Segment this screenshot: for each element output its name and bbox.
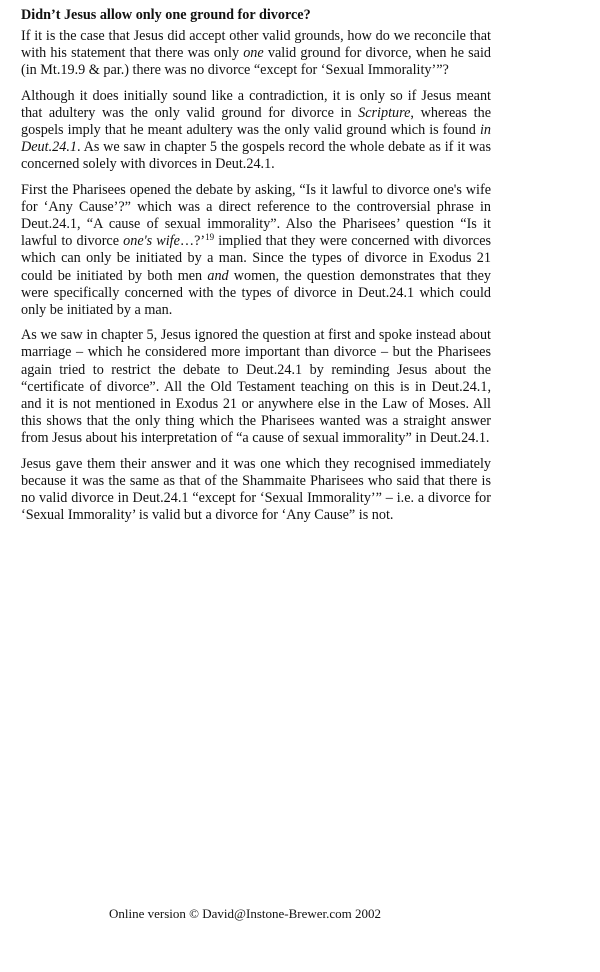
paragraph-3 bbox=[21, 182, 491, 320]
p1-emphasis: one bbox=[243, 45, 264, 62]
p2-emphasis-deut: in Deut.24.1 bbox=[21, 122, 491, 156]
paragraph-2 bbox=[21, 88, 491, 174]
p3-emphasis-wife: one's wife bbox=[123, 233, 180, 250]
p3-text-a: First the Pharisees opened the debate by asking, “Is it lawful to divorce one's wife for ‘Any Cause’?” which was a direct reference to the controversial phrase in Deut.24.1, “A cause of sexual immorality”. Also the Pharisees’ question “Is it lawful to divorce bbox=[21, 181, 491, 250]
paragraph-1 bbox=[21, 28, 491, 80]
footer-copyright: Online version © David@Instone-Brewer.com 2002 bbox=[108, 906, 382, 921]
p1-text-c: valid ground for divorce, when he said (in Mt.19.9 & par.) there was no divorce “except for ‘Sexual Immorality’”? bbox=[21, 45, 492, 79]
p3-emphasis-and: and bbox=[207, 267, 229, 284]
p2-emphasis-scripture: Scripture bbox=[358, 104, 411, 121]
p3-text-f: women, the question demonstrates that they were specifically concerned with the types of divorce in Deut.24.1 which could only be initiated by a man. bbox=[21, 267, 491, 319]
p3-text-d: implied that they were concerned with divorces which can only be initiated by a man. Since the types of divorce in Exodus 21 could be initiated by both men bbox=[21, 233, 492, 284]
paragraph-5: Jesus gave them their answer and it was one which they recognised immediately because it was the same as that of the Shammaite Pharisees who said that there is no valid divorce in Deut.24.1 “except for ‘Sexual Immorality’” – i.e. a divorce for ‘Sexual Immorality’ is valid but a divorce for ‘Any Cause” is not. bbox=[21, 455, 491, 524]
footnote-marker: 19 bbox=[205, 232, 215, 243]
p2-text-c: , whereas the gospels imply that he meant adultery was the only valid ground which is found bbox=[21, 104, 491, 139]
p1-text-a: If it is the case that Jesus did accept other valid grounds, how do we reconcile that with his statement that there was only bbox=[21, 28, 491, 62]
p2-text-e: . As we saw in chapter 5 the gospels record the whole debate as if it was concerned solely with divorces in Deut.24.1. bbox=[21, 139, 491, 173]
p3-text-c: …?’ bbox=[179, 233, 206, 250]
section-heading: Didn’t Jesus allow only one ground for divorce? bbox=[21, 7, 311, 23]
p2-text-a: Although it does initially sound like a contradiction, it is only so if Jesus meant that adultery was the only valid ground for divorce in bbox=[21, 87, 491, 121]
main-content bbox=[21, 6, 491, 532]
paragraph-4: As we saw in chapter 5, Jesus ignored the question at first and spoke instead about marriage – which he considered more important than divorce – but the Pharisees again tried to restrict the debate to Deut.24.1 by reminding Jesus about the “certificate of divorce”. All the Old Testament teaching on this is in Deut.24.1, and it is not mentioned in Exodus 21 or anywhere else in the Law of Moses. All this shows that the only thing which the Pharisees wanted was a straight answer from Jesus about his interpretation of “a cause of sexual immorality” in Deut.24.1. bbox=[21, 327, 491, 447]
